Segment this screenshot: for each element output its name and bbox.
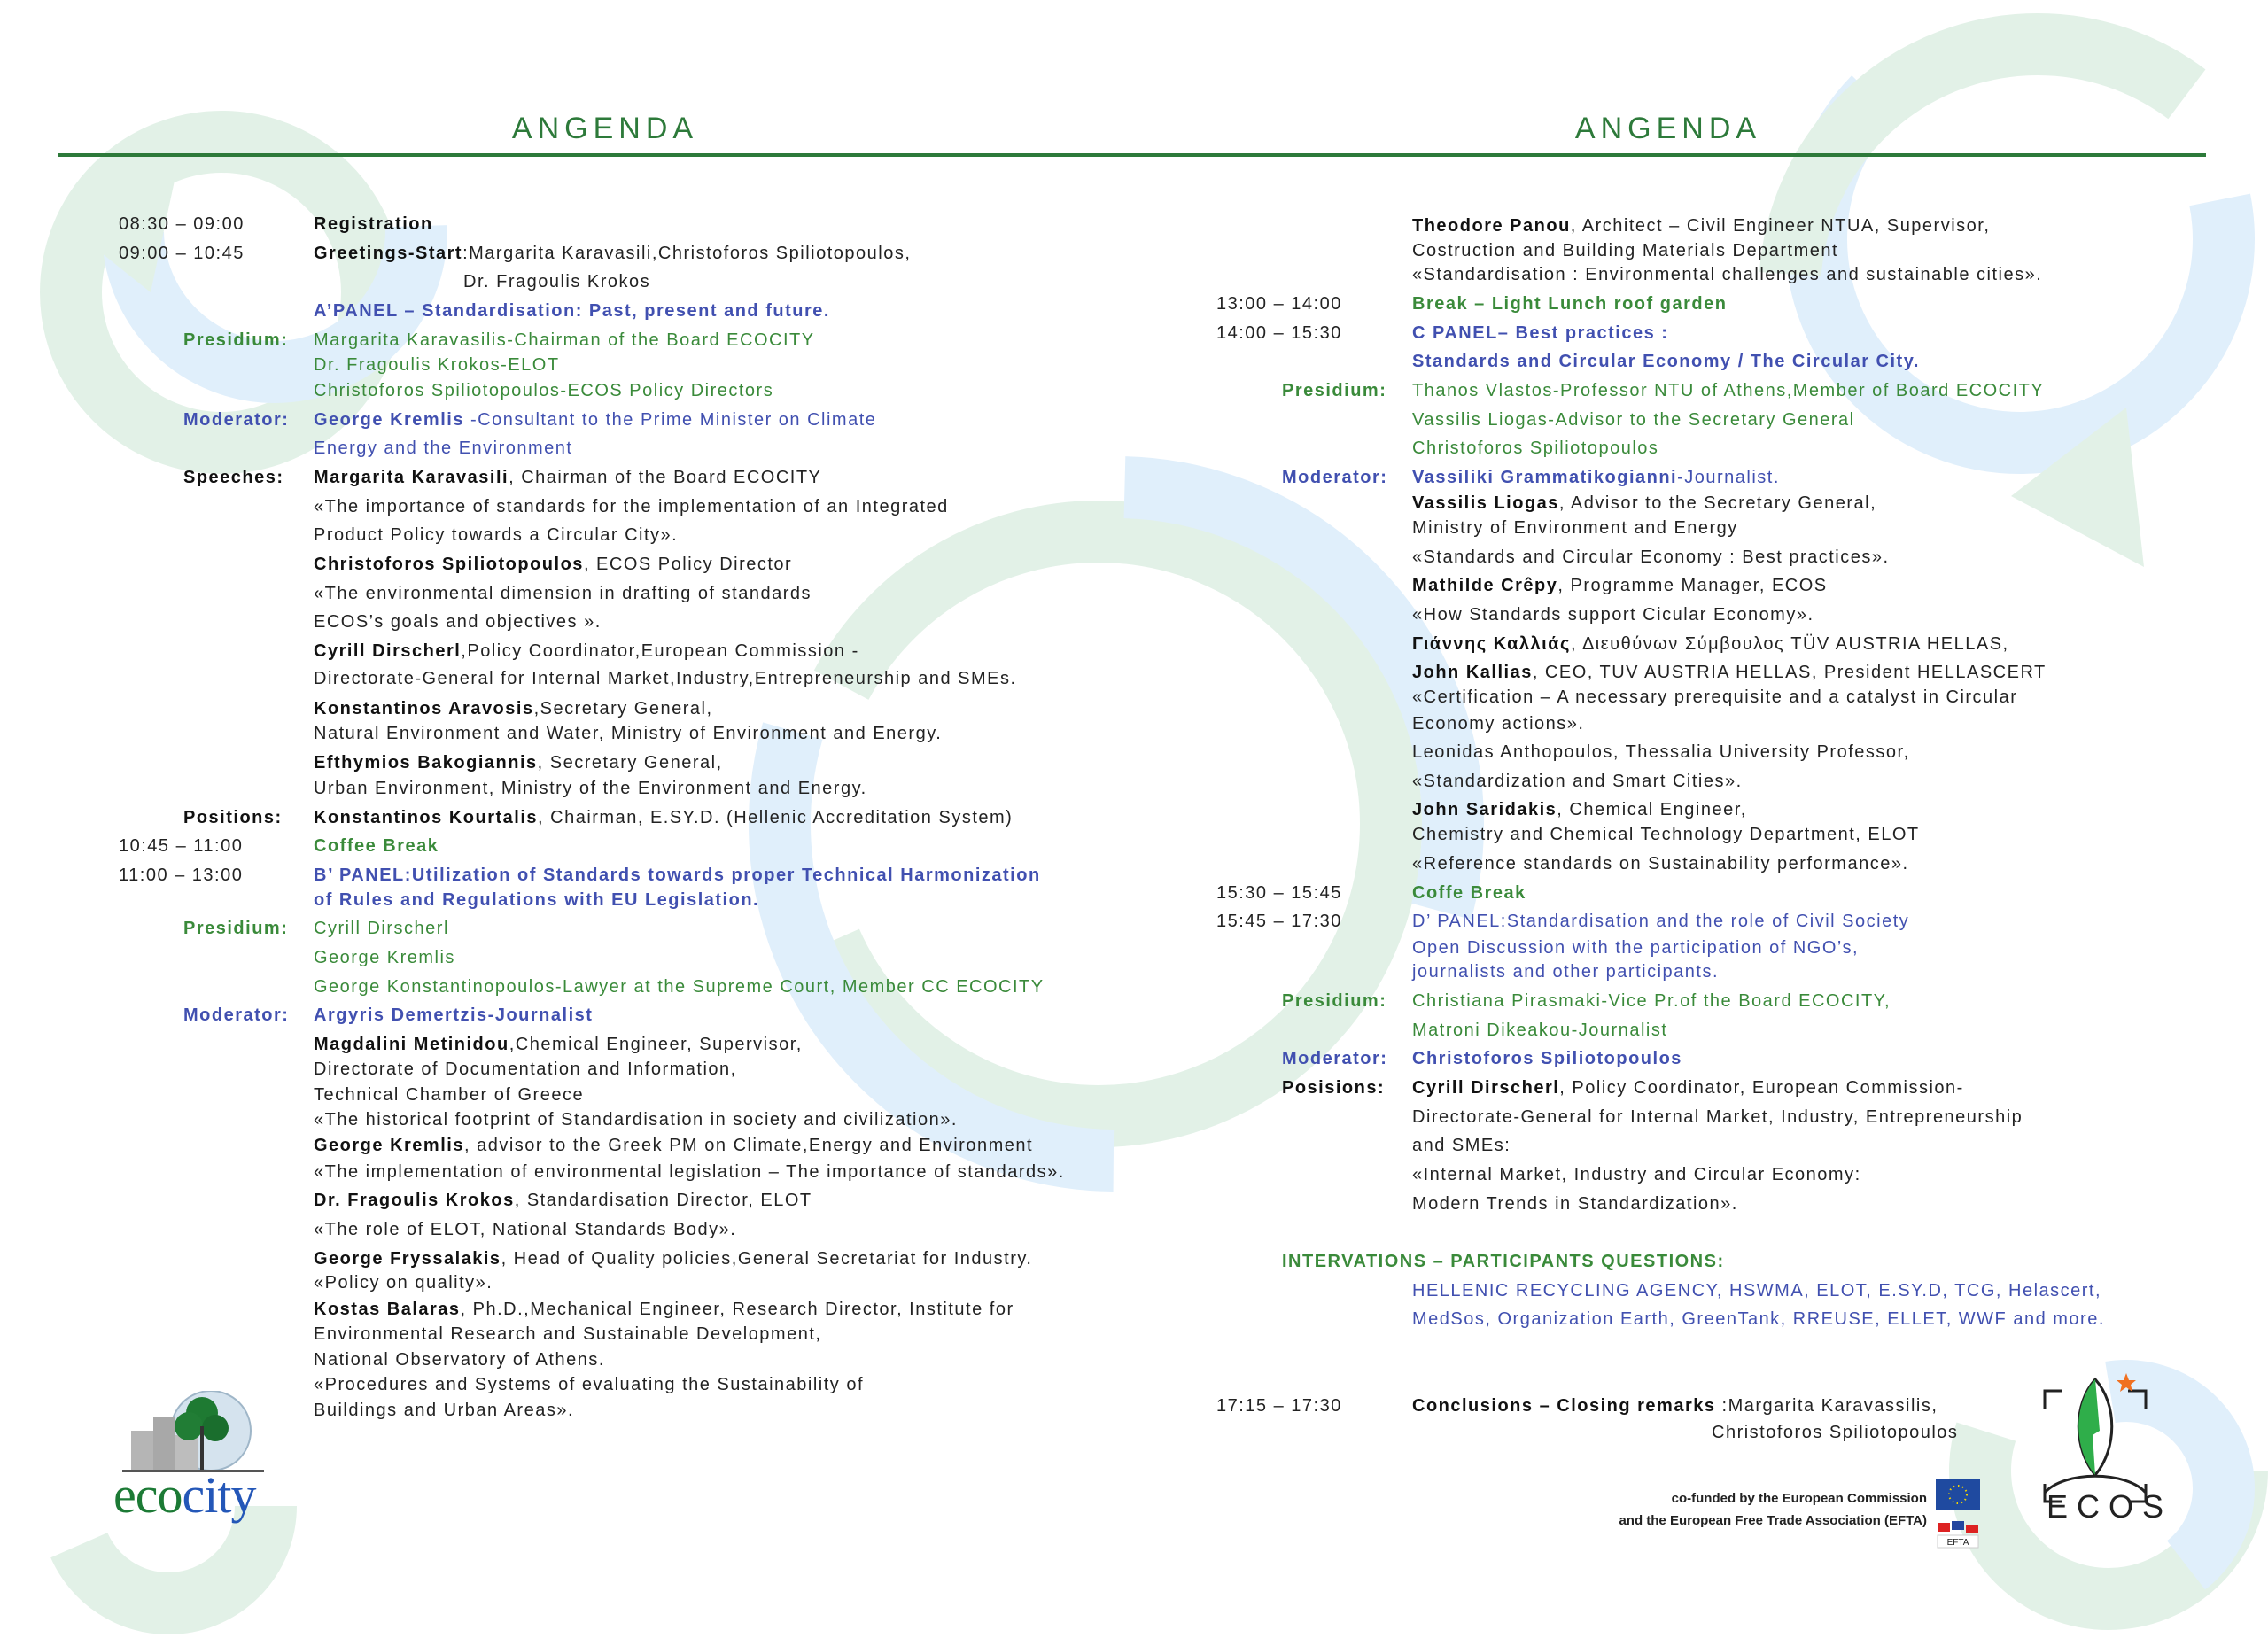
text: -Consultant to the Prime Minister on Climate bbox=[463, 410, 877, 430]
agenda-line bbox=[314, 835, 439, 858]
bold-text: Margarita Karavasili bbox=[314, 468, 509, 487]
text: Dr. Fragoulis Krokos bbox=[463, 272, 651, 291]
role-label: Moderator: bbox=[1282, 1049, 1388, 1068]
efta-flags-icon bbox=[1936, 1519, 1980, 1549]
agenda-line bbox=[314, 466, 821, 489]
text: Open Discussion with the participation of NGO’s, bbox=[1412, 938, 1860, 958]
text: Directorate-General for Internal Market, Industry, Entrepreneurship bbox=[1412, 1107, 2023, 1127]
text: Environmental Research and Sustainable Development, bbox=[314, 1324, 822, 1344]
agenda-line bbox=[314, 553, 792, 576]
agenda-line bbox=[314, 889, 759, 912]
text: MedSos, Organization Earth, GreenTank, RREUSE, ELLET, WWF and more. bbox=[1412, 1309, 2105, 1329]
agenda-line bbox=[314, 1373, 864, 1396]
cofunded-text-line2: and the European Free Trade Association (EFTA) bbox=[1619, 1513, 1927, 1528]
time-slot: 17:15 – 17:30 bbox=[1216, 1396, 1342, 1416]
bold-text: John Kallias bbox=[1412, 663, 1533, 682]
agenda-line bbox=[314, 408, 876, 431]
agenda-line bbox=[1412, 603, 1814, 626]
text: , advisor to the Greek PM on Climate,Energy and Environment bbox=[463, 1136, 1034, 1155]
bold-text: Dr. Fragoulis Krokos bbox=[314, 1191, 515, 1210]
text: «The implementation of environmental legislation – The importance of standards». bbox=[314, 1162, 1065, 1182]
text: «Standards and Circular Economy : Best practices». bbox=[1412, 547, 1890, 567]
agenda-line bbox=[1412, 1308, 2105, 1331]
role-label: Moderator: bbox=[183, 1005, 290, 1025]
text: Ministry of Environment and Energy bbox=[1412, 518, 1738, 538]
role-label: Presidium: bbox=[183, 919, 289, 938]
agenda-line bbox=[314, 777, 867, 800]
text: Directorate-General for Internal Market,Industry,Entrepreneurship and SMEs. bbox=[314, 669, 1017, 688]
role-label: Presidium: bbox=[1282, 991, 1387, 1011]
agenda-line bbox=[1412, 936, 1859, 959]
text: , Policy Coordinator, European Commission- bbox=[1559, 1078, 1964, 1098]
time-slot: 15:45 – 17:30 bbox=[1216, 912, 1342, 931]
efta-label: EFTA bbox=[1946, 1538, 1969, 1548]
ecos-logo-text: ECOS bbox=[2047, 1488, 2173, 1525]
agenda-line bbox=[1412, 322, 1668, 345]
agenda-line bbox=[1412, 292, 1727, 315]
bold-text: B’ PANEL:Utilization of Standards towards proper Technical Harmonization bbox=[314, 866, 1041, 885]
text: Urban Environment, Ministry of the Environment and Energy. bbox=[314, 779, 867, 798]
agenda-line bbox=[314, 379, 773, 402]
agenda-line bbox=[1412, 492, 1876, 515]
text: George Konstantinopoulos-Lawyer at the Supreme Court, Member CC ECOCITY bbox=[314, 977, 1045, 997]
agenda-line bbox=[1712, 1421, 1958, 1444]
agenda-line bbox=[1412, 798, 1747, 821]
agenda-line bbox=[1412, 910, 1909, 933]
time-slot: 14:00 – 15:30 bbox=[1216, 323, 1342, 343]
text: «The environmental dimension in drafting of standards bbox=[314, 584, 812, 603]
bold-text: Registration bbox=[314, 214, 433, 234]
bold-text: Standards and Circular Economy / The Circular City. bbox=[1412, 352, 1920, 371]
bold-text: Cyrill Dirscherl bbox=[314, 641, 462, 661]
agenda-line bbox=[1412, 741, 1910, 764]
agenda-line bbox=[1412, 661, 2047, 684]
text: Buildings and Urban Areas». bbox=[314, 1401, 574, 1420]
agenda-line bbox=[314, 806, 1013, 829]
text: , Διευθύνων Σύμβουλος TÜV AUSTRIA HELLAS, bbox=[1570, 634, 2009, 654]
agenda-line bbox=[314, 213, 433, 236]
agenda-line bbox=[314, 667, 1017, 690]
agenda-line bbox=[314, 329, 815, 352]
time-slot: 09:00 – 10:45 bbox=[119, 244, 245, 263]
agenda-line bbox=[314, 1108, 958, 1131]
text: Natural Environment and Water, Ministry of Environment and Energy. bbox=[314, 724, 943, 743]
agenda-line bbox=[1412, 466, 1780, 489]
text: Christoforos Spiliotopoulos bbox=[1412, 439, 1659, 458]
bold-text: Γιάννης Καλλιάς bbox=[1412, 634, 1571, 654]
text: Technical Chamber of Greece bbox=[314, 1085, 585, 1105]
bold-text: George Fryssalakis bbox=[314, 1249, 501, 1269]
bold-text: John Saridakis bbox=[1412, 800, 1557, 819]
text: , Chairman of the Board ECOCITY bbox=[509, 468, 822, 487]
agenda-line bbox=[314, 353, 560, 377]
agenda-line bbox=[1412, 633, 2009, 656]
text: , Chemical Engineer, bbox=[1557, 800, 1747, 819]
agenda-line bbox=[1412, 852, 1909, 875]
agenda-line bbox=[1412, 239, 1838, 262]
text: Leonidas Anthopoulos, Thessalia University Professor, bbox=[1412, 742, 1910, 762]
agenda-line bbox=[1282, 1250, 1725, 1273]
text: ,Chemical Engineer, Supervisor, bbox=[509, 1035, 803, 1054]
role-label: Moderator: bbox=[183, 410, 290, 430]
eu-flag-icon bbox=[1936, 1479, 1980, 1510]
agenda-line bbox=[314, 864, 1041, 887]
text: ,Policy Coordinator,European Commission - bbox=[461, 641, 859, 661]
time-slot: 08:30 – 09:00 bbox=[119, 214, 245, 234]
agenda-line bbox=[314, 299, 830, 322]
agenda-line bbox=[314, 1298, 1014, 1321]
agenda-line bbox=[314, 1058, 737, 1081]
bold-text: Theodore Panou bbox=[1412, 216, 1571, 236]
agenda-line bbox=[1412, 437, 1658, 460]
text: , Chairman, E.SY.D. (Hellenic Accreditation System) bbox=[538, 808, 1014, 827]
bold-text: Vassiliki Grammatikogianni bbox=[1412, 468, 1678, 487]
left-page-title: ANGENDA bbox=[511, 112, 699, 145]
agenda-line bbox=[1412, 1076, 1964, 1099]
agenda-line bbox=[314, 722, 942, 745]
header-divider bbox=[58, 153, 2206, 157]
text: Margarita Karavasilis-Chairman of the Board ECOCITY bbox=[314, 330, 815, 350]
text: , CEO, TUV AUSTRIA HELLAS, President HELLASCERT bbox=[1532, 663, 2047, 682]
bold-text: of Rules and Regulations with EU Legislation. bbox=[314, 890, 760, 910]
text: Christoforos Spiliotopoulos bbox=[1712, 1423, 1959, 1442]
agenda-line bbox=[1412, 1106, 2023, 1129]
agenda-line bbox=[1412, 263, 2042, 286]
text: , Standardisation Director, ELOT bbox=[514, 1191, 812, 1210]
agenda-line bbox=[314, 1134, 1033, 1157]
text: and SMEs: bbox=[1412, 1136, 1511, 1155]
text: «Reference standards on Sustainability performance». bbox=[1412, 854, 1909, 873]
bold-text: Greetings-Start bbox=[314, 244, 463, 263]
agenda-line bbox=[1412, 1192, 1738, 1215]
bold-text: Coffe Break bbox=[1412, 883, 1526, 903]
agenda-line bbox=[314, 582, 812, 605]
role-label: Moderator: bbox=[1282, 468, 1388, 487]
bold-text: A’PANEL – Standardisation: Past, present and future. bbox=[314, 301, 830, 321]
agenda-line bbox=[314, 1399, 574, 1422]
bold-text: George Kremlis bbox=[314, 410, 464, 430]
text: «The historical footprint of Standardisation in society and civilization». bbox=[314, 1110, 958, 1130]
right-page-title: ANGENDA bbox=[1574, 112, 1762, 145]
bold-text: George Kremlis bbox=[314, 1136, 464, 1155]
bold-text: Efthymios Bakogiannis bbox=[314, 753, 538, 772]
agenda-line bbox=[1412, 574, 1828, 597]
bold-text: Coffee Break bbox=[314, 836, 439, 856]
agenda-line bbox=[1412, 516, 1738, 540]
text: journalists and other participants. bbox=[1412, 962, 1719, 982]
time-slot: 11:00 – 13:00 bbox=[119, 866, 244, 885]
text: Energy and the Environment bbox=[314, 439, 573, 458]
text: Product Policy towards a Circular City». bbox=[314, 525, 679, 545]
agenda-line bbox=[1412, 1047, 1682, 1070]
agenda-line bbox=[314, 640, 859, 663]
agenda-line bbox=[1412, 1394, 1938, 1417]
role-label: Speeches: bbox=[183, 468, 284, 487]
text: Cyrill Dirscherl bbox=[314, 919, 449, 938]
text: «Standardisation : Environmental challenges and sustainable cities». bbox=[1412, 265, 2043, 284]
text: , Architect – Civil Engineer NTUA, Supervisor, bbox=[1570, 216, 1991, 236]
agenda-line bbox=[314, 975, 1045, 998]
time-slot: 10:45 – 11:00 bbox=[119, 836, 244, 856]
agenda-line bbox=[314, 1004, 593, 1027]
agenda-line bbox=[314, 524, 678, 547]
agenda-line bbox=[314, 697, 713, 720]
text: George Kremlis bbox=[314, 948, 455, 967]
text: «Standardization and Smart Cities». bbox=[1412, 772, 1743, 791]
text: , Ph.D.,Mechanical Engineer, Research Director, Institute for bbox=[460, 1300, 1014, 1319]
text: Vassilis Liogas-Advisor to the Secretary General bbox=[1412, 410, 1855, 430]
agenda-line bbox=[314, 1083, 584, 1106]
text: D’ PANEL:Standardisation and the role of Civil Society bbox=[1412, 912, 1910, 931]
text: Dr. Fragoulis Krokos-ELOT bbox=[314, 355, 560, 375]
role-label: Presidium: bbox=[1282, 381, 1387, 400]
agenda-line bbox=[314, 1161, 1065, 1184]
agenda-line bbox=[314, 1348, 605, 1371]
agenda-line bbox=[1412, 408, 1855, 431]
ecocity-logo-text bbox=[113, 1466, 255, 1525]
text: «The importance of standards for the implementation of an Integrated bbox=[314, 497, 949, 516]
bold-text: Argyris Demertzis-Journalist bbox=[314, 1005, 594, 1025]
agenda-line bbox=[314, 1271, 493, 1294]
agenda-line bbox=[1412, 546, 1890, 569]
text: Economy actions». bbox=[1412, 714, 1585, 734]
text: Costruction and Building Materials Department bbox=[1412, 241, 1839, 260]
time-slot: 13:00 – 14:00 bbox=[1216, 294, 1342, 314]
bold-text: Conclusions – Closing remarks bbox=[1412, 1396, 1716, 1416]
bold-text: C PANEL– Best practices : bbox=[1412, 323, 1669, 343]
text: :Margarita Karavassilis, bbox=[1715, 1396, 1938, 1416]
text: Directorate of Documentation and Information, bbox=[314, 1060, 737, 1079]
agenda-line bbox=[314, 946, 455, 969]
text: HELLENIC RECYCLING AGENCY, HSWMA, ELOT, E.SY.D, TCG, Helascert, bbox=[1412, 1281, 2102, 1300]
agenda-line bbox=[314, 1247, 1032, 1270]
bold-text: Magdalini Metinidou bbox=[314, 1035, 509, 1054]
text: «Policy on quality». bbox=[314, 1273, 493, 1293]
bold-text: Break – Light Lunch roof garden bbox=[1412, 294, 1728, 314]
agenda-line bbox=[1412, 379, 2044, 402]
text: «The role of ELOT, National Standards Body». bbox=[314, 1220, 737, 1239]
agenda-line bbox=[1412, 686, 2017, 709]
text: Modern Trends in Standardization». bbox=[1412, 1194, 1738, 1214]
text: , Head of Quality policies,General Secretariat for Industry. bbox=[501, 1249, 1033, 1269]
agenda-line bbox=[1412, 990, 1891, 1013]
agenda-line bbox=[314, 495, 949, 518]
text: Christoforos Spiliotopoulos-ECOS Policy Directors bbox=[314, 381, 774, 400]
agenda-line bbox=[314, 610, 602, 633]
bold-text: Cyrill Dirscherl bbox=[1412, 1078, 1560, 1098]
cofunded-text-line1: co-funded by the European Commission bbox=[1671, 1491, 1927, 1506]
agenda-line bbox=[1412, 1019, 1667, 1042]
bold-text: Konstantinos Aravosis bbox=[314, 699, 534, 718]
ecocity-logo-eco: eco bbox=[113, 1466, 183, 1524]
text: , Advisor to the Secretary General, bbox=[1558, 493, 1877, 513]
role-label: Positions: bbox=[183, 808, 283, 827]
text: Chemistry and Chemical Technology Department, ELOT bbox=[1412, 825, 1920, 844]
text: ,Secretary General, bbox=[533, 699, 713, 718]
bold-text: INTERVATIONS – PARTICIPANTS QUESTIONS: bbox=[1282, 1252, 1725, 1271]
role-label: Posisions: bbox=[1282, 1078, 1386, 1098]
agenda-line bbox=[1412, 712, 1584, 735]
agenda-line bbox=[1412, 1134, 1511, 1157]
agenda-line bbox=[1412, 1279, 2101, 1302]
bold-text: Christoforos Spiliotopoulos bbox=[1412, 1049, 1682, 1068]
agenda-line bbox=[314, 1189, 812, 1212]
agenda-line bbox=[314, 1218, 736, 1241]
bold-text: Konstantinos Kourtalis bbox=[314, 808, 539, 827]
agenda-line bbox=[314, 1323, 821, 1346]
bold-text: Mathilde Crêpy bbox=[1412, 576, 1558, 595]
role-label: Presidium: bbox=[183, 330, 289, 350]
text: «Internal Market, Industry and Circular Economy: bbox=[1412, 1165, 1861, 1184]
text: Christiana Pirasmaki-Vice Pr.of the Board ECOCITY, bbox=[1412, 991, 1891, 1011]
text: , Programme Manager, ECOS bbox=[1557, 576, 1828, 595]
bold-text: Christoforos Spiliotopoulos bbox=[314, 555, 584, 574]
text: Thanos Vlastos-Professor NTU of Athens,Member of Board ECOCITY bbox=[1412, 381, 2045, 400]
text: «Certification – A necessary prerequisite and a catalyst in Circular bbox=[1412, 687, 2018, 707]
agenda-line bbox=[314, 751, 723, 774]
agenda-line bbox=[314, 437, 573, 460]
text: :Margarita Karavasili,Christoforos Spiliotopoulos, bbox=[462, 244, 912, 263]
bold-text: Kostas Balaras bbox=[314, 1300, 461, 1319]
agenda-line bbox=[1412, 214, 1990, 237]
text: «Procedures and Systems of evaluating the Sustainability of bbox=[314, 1375, 865, 1394]
agenda-line bbox=[463, 270, 650, 293]
agenda-line bbox=[1412, 350, 1920, 373]
text: ECOS’s goals and objectives ». bbox=[314, 612, 602, 632]
text: , ECOS Policy Director bbox=[583, 555, 793, 574]
text: National Observatory of Athens. bbox=[314, 1350, 605, 1370]
agenda-line bbox=[1412, 960, 1719, 983]
agenda-line bbox=[314, 242, 911, 265]
text: -Journalist. bbox=[1677, 468, 1780, 487]
time-slot: 15:30 – 15:45 bbox=[1216, 883, 1342, 903]
ecocity-logo-city: city bbox=[182, 1466, 256, 1524]
agenda-line bbox=[314, 917, 449, 940]
bold-text: Vassilis Liogas bbox=[1412, 493, 1559, 513]
agenda-line bbox=[314, 1033, 803, 1056]
agenda-line bbox=[1412, 823, 1920, 846]
text: «How Standards support Cicular Economy». bbox=[1412, 605, 1814, 625]
agenda-line bbox=[1412, 881, 1526, 904]
agenda-line bbox=[1412, 770, 1743, 793]
agenda-line bbox=[1412, 1163, 1861, 1186]
text: Matroni Dikeakou-Journalist bbox=[1412, 1021, 1668, 1040]
text: , Secretary General, bbox=[537, 753, 723, 772]
